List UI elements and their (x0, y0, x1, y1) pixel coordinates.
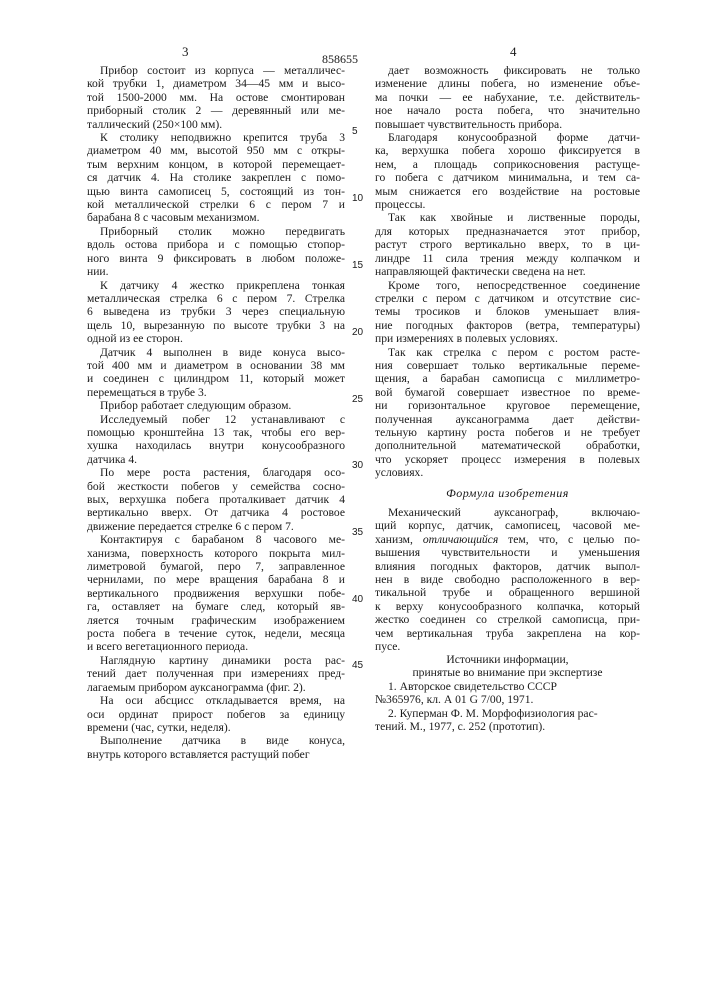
line-number: 40 (352, 594, 363, 605)
page-number-left: 3 (182, 44, 189, 60)
text-line: растут строго вертикально вверх, то в ци- (375, 238, 640, 251)
text-line: вой бумагой совершает известное по време- (375, 386, 640, 399)
text-line: ся датчик 4. На столике закреплен с помо- (87, 171, 345, 184)
text-line: дополнительной математической обработки, (375, 439, 640, 452)
line-number: 30 (352, 460, 363, 471)
claim-line: тикальной трубе и обращенного вершиной (375, 586, 640, 599)
text-line: что ускоряет процесс измерения в полевых (375, 453, 640, 466)
claims-text (375, 506, 640, 653)
text-line: барабана 8 с часовым механизмом. (87, 211, 345, 224)
text-line: ляется точным графическим изображением (87, 614, 345, 627)
text-line: Благодаря конусообразной форме датчи- (375, 131, 640, 144)
claims-heading: Формула изобретения (375, 486, 640, 501)
text-line: ханизма, поверхность которого покрыта мил- (87, 547, 345, 560)
paragraph (87, 533, 345, 654)
paragraph (87, 131, 345, 225)
claim-line: жестко соединен со стрелкой самописца, при- (375, 613, 640, 626)
text-line: нии. (87, 265, 345, 278)
text-line: 6 выведена из трубки 3 через специальную (87, 305, 345, 318)
text-line: приборный столик 2 — деревянный или ме- (87, 104, 345, 117)
text-line: ние погодных факторов (ветра, температуры) (375, 319, 640, 332)
paragraph (375, 131, 640, 211)
text-line: га, оставляет на бумаге след, который яв- (87, 600, 345, 613)
text-line: щения, а барабан самописца с миллиметро- (375, 372, 640, 385)
text-line: времени (час, сутки, неделя). (87, 721, 345, 734)
text-line: ния совершает только вертикальные переме- (375, 359, 640, 372)
text-line: стрелки с пером с датчиком и отсутствие сис- (375, 292, 640, 305)
sources-title: принятые во внимание при экспертизе (375, 666, 640, 679)
text-line: кой трубки 1, диаметром 34—45 мм и высо- (87, 77, 345, 90)
source-reference: 2. Куперман Ф. М. Морфофизиология рас- (375, 707, 640, 720)
sources-section (375, 653, 640, 733)
text-line: Так как хвойные и лиственные породы, (375, 211, 640, 224)
text-line: Прибор состоит из корпуса — металличес- (87, 64, 345, 77)
text-line: щью винта самописец 5, состоящий из тон- (87, 185, 345, 198)
paragraph (87, 225, 345, 279)
paragraph (87, 734, 345, 761)
text-line: темы тросиков и блоков уменьшает влия- (375, 305, 640, 318)
text-line: и всего вегетационного периода. (87, 640, 345, 653)
text-line: линдре 11 сила трения между колпачком и (375, 252, 640, 265)
text-line: Прибор работает следующим образом. (87, 399, 345, 412)
text-line: кой металлической стрелки 6 с пером 7 и (87, 198, 345, 211)
text-line: дает возможность фиксировать не только (375, 64, 640, 77)
line-number: 25 (352, 394, 363, 405)
text-line: Кроме того, непосредственное соединение (375, 279, 640, 292)
text-line: ни горизонтальное круговое перемещение, (375, 399, 640, 412)
text-line: нем, а площадь соприкосновения растуще- (375, 158, 640, 171)
text-line: Исследуемый побег 12 устанавливают с (87, 413, 345, 426)
claim-line: Механический ауксанограф, включаю- (375, 506, 640, 519)
text-line: ма почки — ее набухание, т.е. действитель- (375, 91, 640, 104)
text-line: внутрь которого вставляется растущий побег (87, 748, 345, 761)
paragraph (375, 279, 640, 346)
text-line: тений дает полученная при измерениях пред- (87, 667, 345, 680)
paragraph (87, 346, 345, 400)
paragraph (375, 64, 640, 131)
text-line: хушка находилась внутри конусообразного (87, 439, 345, 452)
claim-line: нен в виде свободно расположенного в вер- (375, 573, 640, 586)
text-line: полученная ауксанограмма дает действи- (375, 413, 640, 426)
line-number: 15 (352, 260, 363, 271)
text-line: Наглядную картину динамики роста рас- (87, 654, 345, 667)
line-number: 20 (352, 327, 363, 338)
text-line: щель 10, вырезанную по высоте трубки 3 на (87, 319, 345, 332)
paragraph (375, 211, 640, 278)
text-line: одной из ее сторон. (87, 332, 345, 345)
text-line: Так как стрелка с пером с ростом расте- (375, 346, 640, 359)
text-line: лагаемым прибором ауксанограмма (фиг. 2). (87, 681, 345, 694)
claim-line: чем вертикальная труба закреплена на кор- (375, 627, 640, 640)
patent-number: 858655 (322, 52, 358, 67)
claim-emphasis: отличающийся (423, 533, 498, 546)
paragraph (87, 654, 345, 694)
text-line: тельную картину роста побегов и не требует (375, 426, 640, 439)
text-line: изменение длины побега, но изменение объе- (375, 77, 640, 90)
text-line: при измерениях в полевых условиях. (375, 332, 640, 345)
text-line: вертикально вверх. От датчика 4 ростовое (87, 506, 345, 519)
text-line: бой жесткости побегов у семейства сосно- (87, 480, 345, 493)
text-line: движение передается стрелке 6 с пером 7. (87, 520, 345, 533)
source-reference: №365976, кл. А 01 G 7/00, 1971. (375, 693, 640, 706)
text-line: таллический (250×100 мм). (87, 118, 345, 131)
claim-line: влияния погодных факторов, датчик выпол- (375, 560, 640, 573)
claim-line: вышения чувствительности и уменьшения (375, 546, 640, 559)
text-line: Датчик 4 выполнен в виде конуса высо- (87, 346, 345, 359)
text-line: повышает чувствительность прибора. (375, 118, 640, 131)
paragraph (87, 466, 345, 533)
text-line: направляющей фактически сведена на нет. (375, 265, 640, 278)
text-line: тым верхним концом, в которой перемещает- (87, 158, 345, 171)
line-number: 10 (352, 193, 363, 204)
text-line: диаметром 40 мм, высотой 950 мм с откры- (87, 144, 345, 157)
text-line: вых, верхушка побега проталкивает датчик 4 (87, 493, 345, 506)
paragraph (375, 346, 640, 480)
claim-line: щий корпус, датчик, самописец, часовой ме- (375, 519, 640, 532)
source-reference: 1. Авторское свидетельство СССР (375, 680, 640, 693)
paragraph (87, 64, 345, 131)
text-line: роста побега в течение суток, недели, месяца (87, 627, 345, 640)
text-line: чернилами, по мере вращения барабана 8 и (87, 573, 345, 586)
text-line: той 400 мм и диаметром в основании 38 мм (87, 359, 345, 372)
text-line: процессы. (375, 198, 640, 211)
text-line: лиметровой бумагой, перо 7, заправленное (87, 560, 345, 573)
text-line: и соединен с цилиндром 11, который может (87, 372, 345, 385)
text-line: Выполнение датчика в виде конуса, (87, 734, 345, 747)
text-line: для которых предназначается этот прибор, (375, 225, 640, 238)
right-column (375, 64, 640, 480)
claim-line: ханизм, отличающийся тем, что, с целью по- (375, 533, 640, 546)
text-line: мым снижается его воздействие на ростовые (375, 185, 640, 198)
text-line: ного винта 9 фиксировать в любом положе- (87, 252, 345, 265)
text-line: металлическая стрелка 6 с пером 7. Стрелка (87, 292, 345, 305)
text-line: Контактируя с барабаном 8 часового ме- (87, 533, 345, 546)
text-line: ное начало роста побега, что значительно (375, 104, 640, 117)
text-line: датчика 4. (87, 453, 345, 466)
source-reference: тений. М., 1977, с. 252 (прототип). (375, 720, 640, 733)
text-line: оси ординат прирост побегов за единицу (87, 708, 345, 721)
text-line: Приборный столик можно передвигать (87, 225, 345, 238)
text-line: вертикального продвижения верхушки побе- (87, 587, 345, 600)
text-line: По мере роста растения, благодаря осо- (87, 466, 345, 479)
paragraph (87, 399, 345, 412)
text-line: ка, верхушка побега хорошо фиксируется в (375, 144, 640, 157)
text-line: К датчику 4 жестко прикреплена тонкая (87, 279, 345, 292)
text-line: вдоль остова прибора и с помощью стопор- (87, 238, 345, 251)
text-line: перемещаться в трубе 3. (87, 386, 345, 399)
claim-line: к верху конусообразного колпачка, который (375, 600, 640, 613)
paragraph (87, 413, 345, 467)
text-line: той 1500-2000 мм. На остове смонтирован (87, 91, 345, 104)
line-number: 5 (352, 126, 358, 137)
claim-line: пусе. (375, 640, 640, 653)
line-number: 45 (352, 660, 363, 671)
text-line: го побега с датчиком минимальна, и тем са- (375, 171, 640, 184)
sources-title: Источники информации, (375, 653, 640, 666)
text-line: К столику неподвижно крепится труба 3 (87, 131, 345, 144)
text-line: На оси абсцисс откладывается время, на (87, 694, 345, 707)
left-column (87, 64, 345, 761)
text-line: помощью кронштейна 13 так, чтобы его вер- (87, 426, 345, 439)
paragraph (87, 694, 345, 734)
line-number: 35 (352, 527, 363, 538)
paragraph (87, 279, 345, 346)
text-line: условиях. (375, 466, 640, 479)
page-number-right: 4 (510, 44, 517, 60)
